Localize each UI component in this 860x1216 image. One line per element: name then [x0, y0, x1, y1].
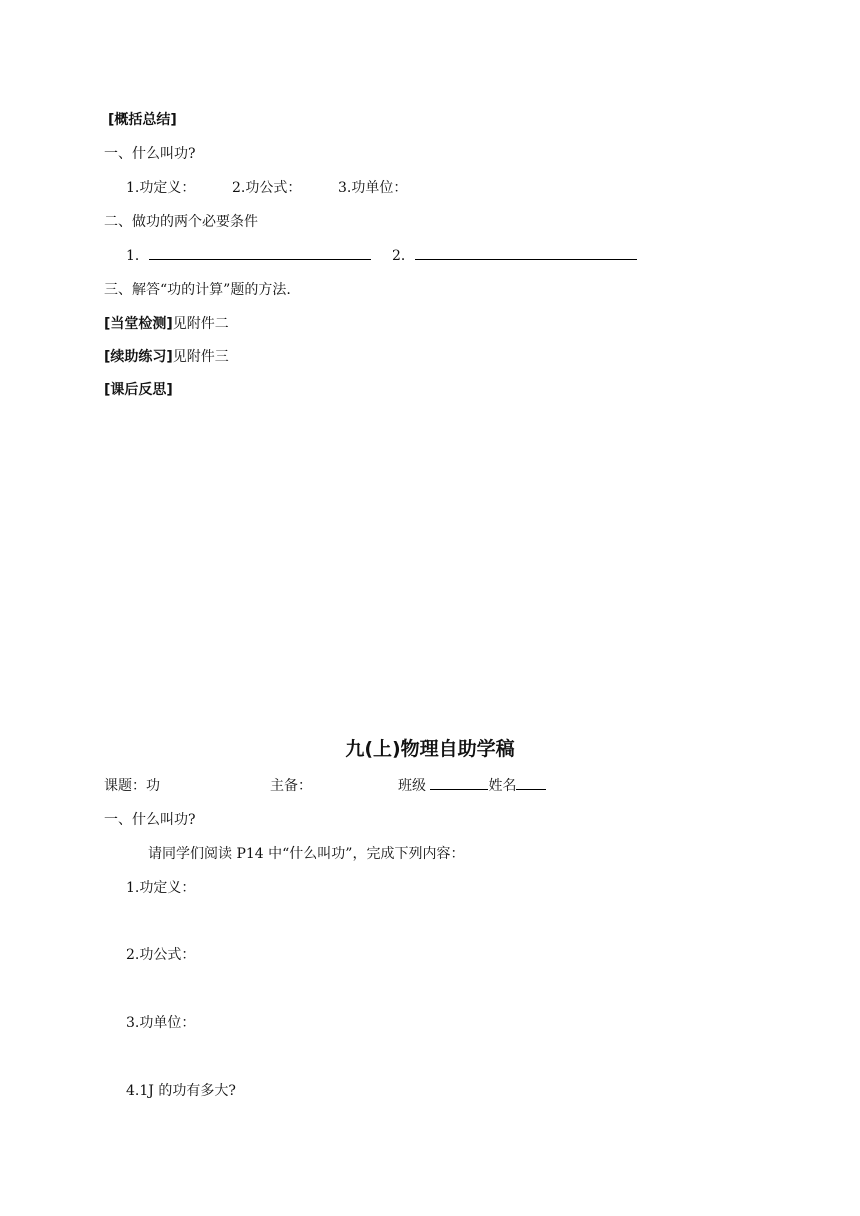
q1-item-unit: 3.功单位：	[338, 180, 408, 196]
q1-item-definition: 1.功定义：	[126, 180, 196, 196]
item-unit: 3.功单位：	[126, 1015, 196, 1031]
condition-2-blank	[415, 247, 637, 260]
class-label: 班级	[398, 778, 426, 794]
practice-label: [续助练习]	[104, 349, 173, 365]
practice	[104, 347, 229, 367]
in-class-test-text: 见附件二	[172, 316, 229, 332]
in-class-test	[104, 314, 229, 334]
item-definition: 1.功定义：	[126, 880, 196, 896]
preparer: 主备：	[270, 778, 312, 794]
condition-2-label: 2．	[392, 248, 415, 264]
summary-heading: [概括总结]	[108, 112, 177, 128]
condition-1-blank	[149, 247, 371, 260]
topic: 课题：功	[104, 778, 160, 794]
question-2: 二、做功的两个必要条件	[104, 214, 258, 230]
reflection-heading: [课后反思]	[104, 382, 173, 398]
class-name-field	[398, 776, 546, 796]
worksheet-question-1: 一、什么叫功?	[104, 812, 196, 828]
worksheet-title: 九(上)物理自助学稿	[345, 738, 515, 760]
q1-item-formula: 2.功公式：	[232, 180, 302, 196]
condition-1	[126, 246, 371, 266]
item-1j-magnitude: 4.1J 的功有多大?	[126, 1083, 236, 1099]
name-label: 姓名	[488, 778, 517, 794]
item-formula: 2.功公式：	[126, 947, 196, 963]
name-blank	[516, 777, 546, 790]
question-3: 三、解答“功的计算”题的方法.	[104, 282, 291, 298]
reading-instruction: 请同学们阅读 P14 中“什么叫功”，完成下列内容：	[148, 846, 465, 862]
class-blank	[430, 777, 488, 790]
condition-1-label: 1．	[126, 248, 149, 264]
question-1: 一、什么叫功?	[104, 146, 196, 162]
practice-text: 见附件三	[172, 349, 229, 365]
in-class-test-label: [当堂检测]	[104, 316, 173, 332]
condition-2	[392, 246, 637, 266]
